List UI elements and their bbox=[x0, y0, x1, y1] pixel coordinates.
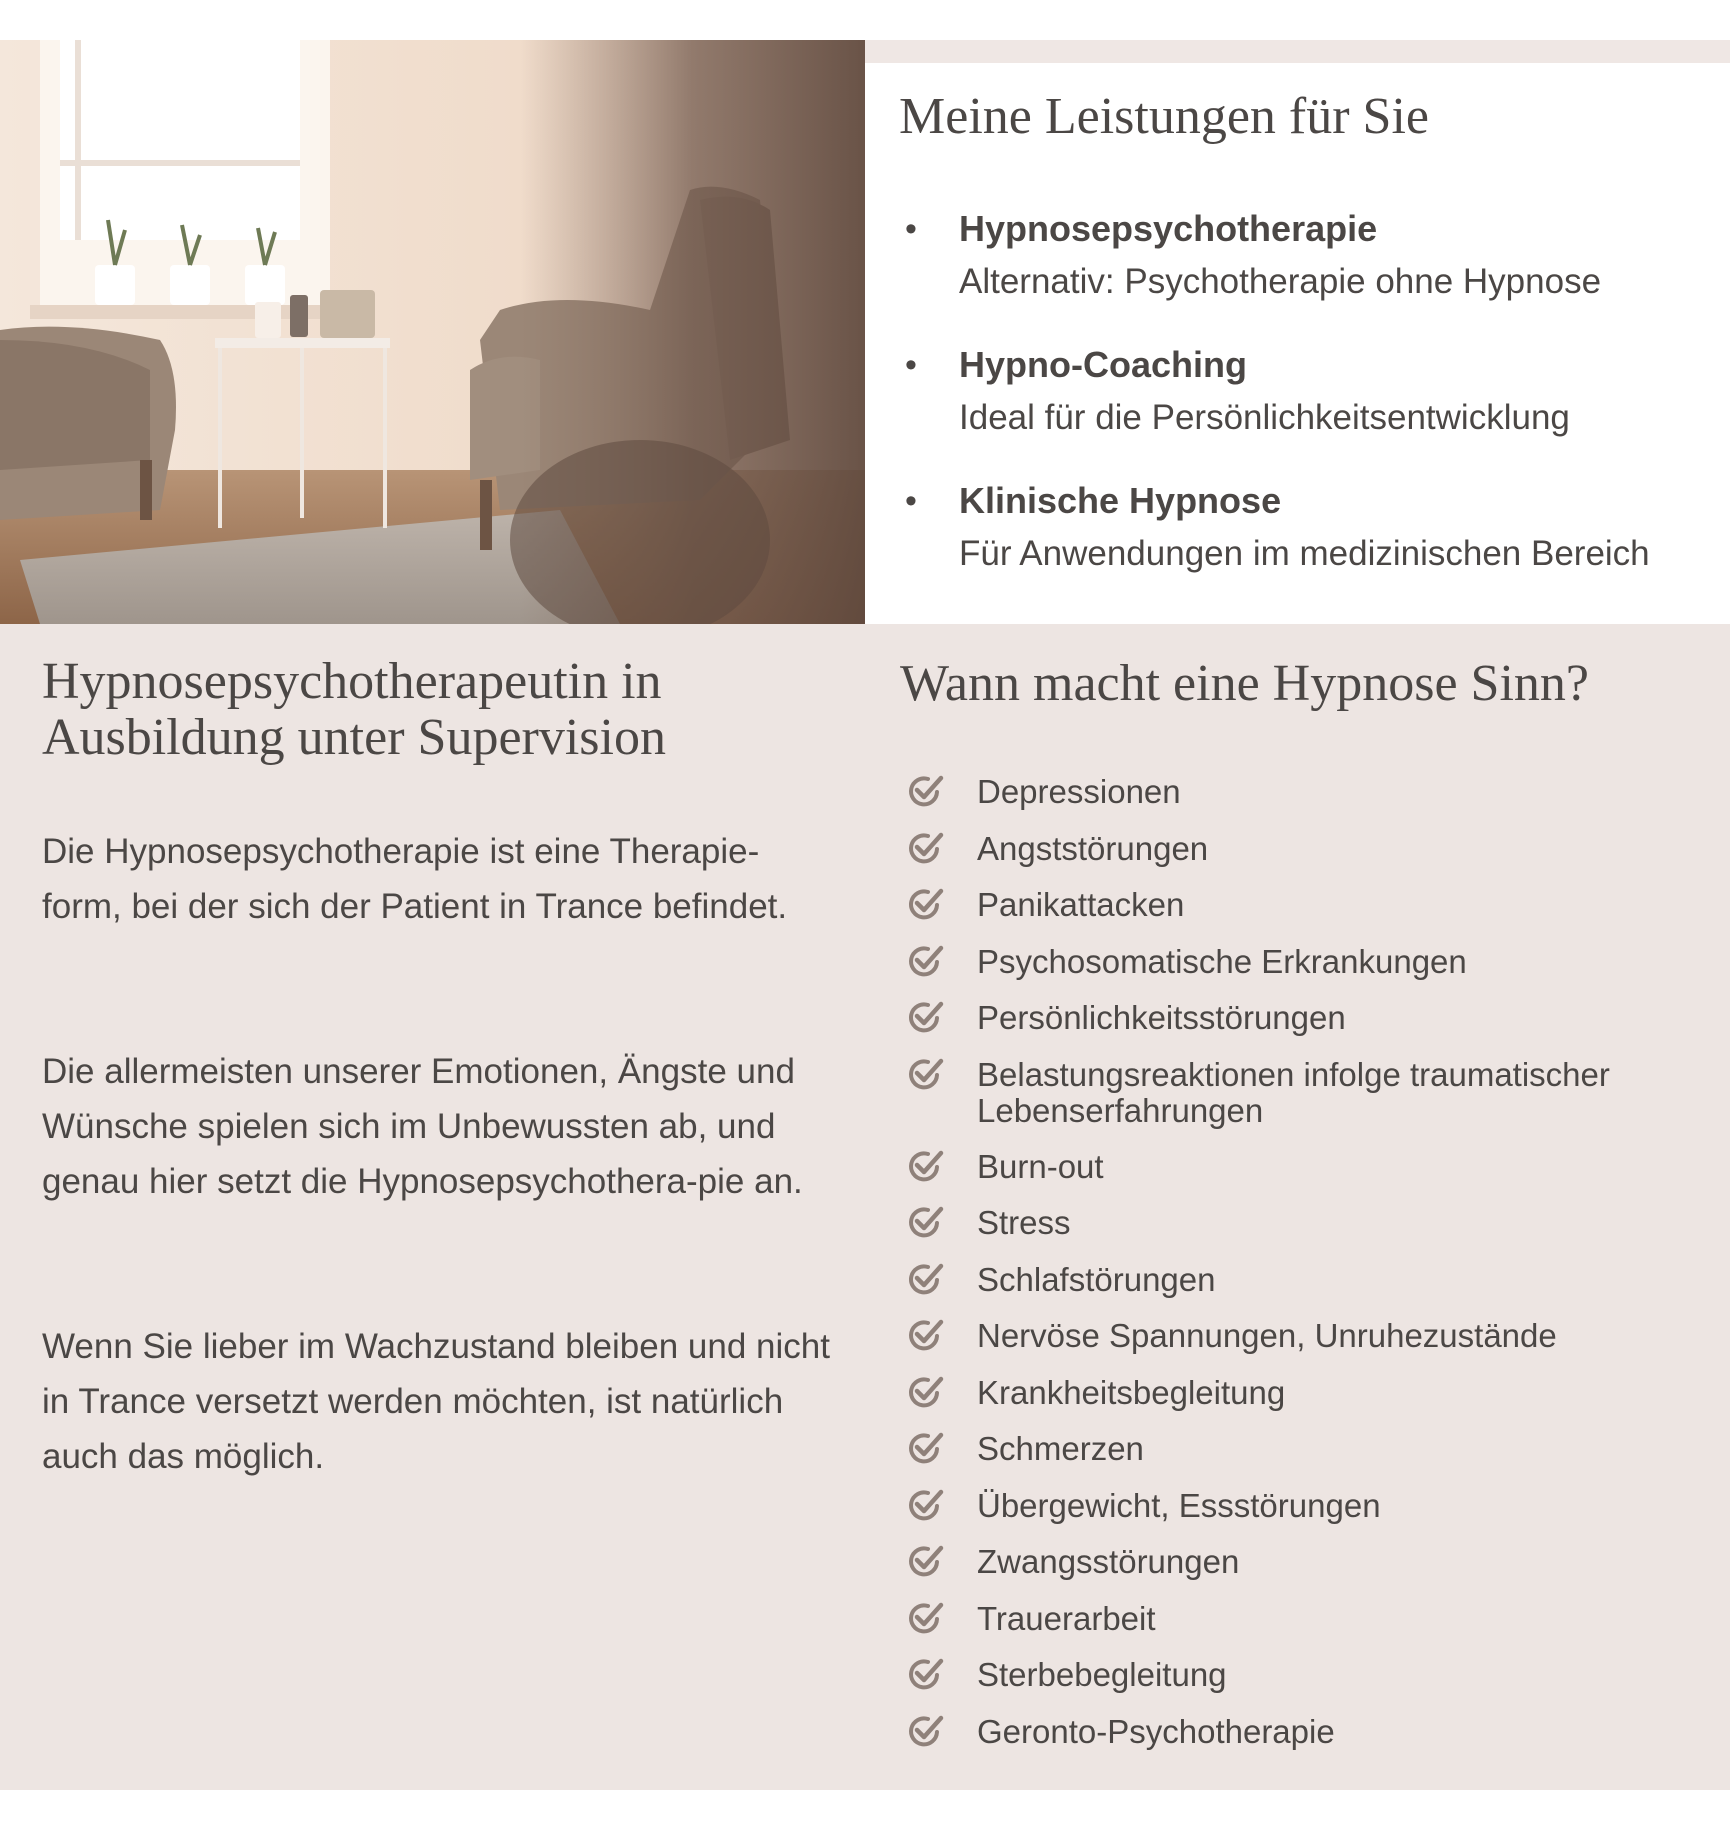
indication-label: Geronto-Psychotherapie bbox=[977, 1712, 1335, 1750]
indication-label: Krankheitsbegleitung bbox=[977, 1373, 1286, 1411]
services-panel bbox=[865, 63, 1730, 624]
lower-panel bbox=[0, 624, 1730, 1790]
indication-label: Schlafstörungen bbox=[977, 1260, 1216, 1298]
bullet-icon: • bbox=[905, 346, 917, 384]
about-paragraph: Die Hypnosepsychotherapie ist eine Therapie-form, bei der sich der Patient in Trance befindet. bbox=[42, 832, 788, 926]
therapy-room-photo bbox=[0, 40, 865, 624]
indication-label: Angststörungen bbox=[977, 829, 1209, 867]
indication-label: Sterbebegleitung bbox=[977, 1656, 1227, 1693]
indication-label: Übergewicht, Essstörungen bbox=[977, 1486, 1381, 1524]
service-title: Hypnosepsychotherapie bbox=[959, 208, 1378, 249]
check-circle-icon bbox=[906, 998, 946, 1036]
indication-label: Persönlichkeitsstörungen bbox=[977, 999, 1346, 1036]
about-paragraph: Wenn Sie lieber im Wachzustand bleiben und nicht in Trance versetzt werden möchten, ist natürlich auch das möglich. bbox=[42, 1327, 830, 1476]
check-circle-icon bbox=[906, 1055, 946, 1093]
service-item bbox=[865, 480, 1730, 616]
check-circle-icon bbox=[906, 1147, 946, 1185]
check-circle-icon bbox=[906, 885, 946, 923]
indication-label: Schmerzen bbox=[977, 1430, 1144, 1467]
indication-label: Stress bbox=[977, 1204, 1071, 1241]
indication-label: Zwangsstörungen bbox=[977, 1543, 1240, 1580]
check-circle-icon bbox=[906, 829, 946, 867]
check-circle-icon bbox=[906, 1712, 946, 1750]
service-title: Klinische Hypnose bbox=[959, 480, 1282, 521]
bullet-icon: • bbox=[905, 482, 917, 520]
check-circle-icon bbox=[906, 1429, 946, 1467]
check-circle-icon bbox=[906, 1203, 946, 1241]
services-list bbox=[865, 208, 1730, 616]
indication-label: Burn-out bbox=[977, 1147, 1104, 1185]
service-title: Hypno-Coaching bbox=[959, 344, 1247, 385]
check-circle-icon bbox=[906, 1599, 946, 1637]
services-heading: Meine Leistungen für Sie bbox=[899, 88, 1429, 145]
check-circle-icon bbox=[906, 1316, 946, 1354]
service-subtitle: Alternativ: Psychotherapie ohne Hypnose bbox=[959, 262, 1602, 301]
service-subtitle: Für Anwendungen im medizinischen Bereich bbox=[959, 534, 1650, 573]
top-accent-strip bbox=[865, 40, 1730, 63]
service-item bbox=[865, 208, 1730, 344]
service-subtitle: Ideal für die Persönlichkeitsentwicklung bbox=[959, 398, 1570, 437]
indication-label: Depressionen bbox=[977, 773, 1181, 810]
about-paragraph: Die allermeisten unserer Emotionen, Ängste und Wünsche spielen sich im Unbewussten ab, und genau hier setzt die Hypnosepsychothera-pie an. bbox=[42, 1052, 803, 1201]
check-circle-icon bbox=[906, 1373, 946, 1411]
about-heading: Hypnosepsychotherapeutin in Ausbildung unter Supervision bbox=[42, 653, 666, 766]
indications-heading: Wann macht eine Hypnose Sinn? bbox=[900, 655, 1589, 712]
check-circle-icon bbox=[906, 942, 946, 980]
indication-label: Trauerarbeit bbox=[977, 1599, 1156, 1637]
indication-label: Panikattacken bbox=[977, 886, 1185, 923]
check-circle-icon bbox=[906, 1486, 946, 1524]
service-item bbox=[865, 344, 1730, 480]
indication-label: Belastungsreaktionen infolge traumatischer Lebenserfahrungen bbox=[977, 1055, 1610, 1129]
indication-label: Psychosomatische Erkrankungen bbox=[977, 942, 1467, 980]
bottom-strip bbox=[0, 1790, 1730, 1832]
check-circle-icon bbox=[906, 1655, 946, 1693]
check-circle-icon bbox=[906, 1260, 946, 1298]
bullet-icon: • bbox=[905, 210, 917, 248]
check-circle-icon bbox=[906, 772, 946, 810]
check-circle-icon bbox=[906, 1542, 946, 1580]
indication-label: Nervöse Spannungen, Unruhezustände bbox=[977, 1317, 1557, 1354]
